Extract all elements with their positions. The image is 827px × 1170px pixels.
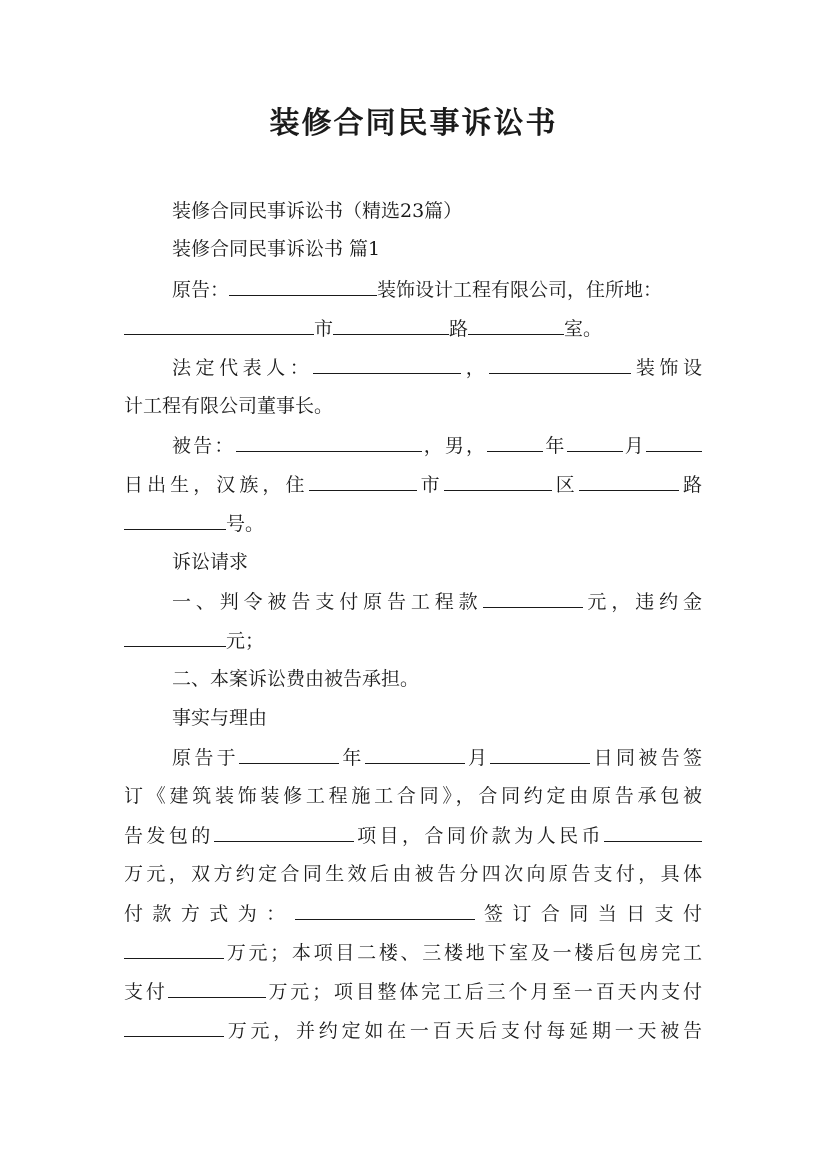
blank-field — [604, 820, 702, 842]
document-title: 装修合同民事诉讼书 — [269, 106, 558, 141]
text: 支付 — [124, 981, 168, 1003]
blank-field — [229, 274, 377, 296]
text: 年 — [339, 747, 365, 769]
text: 日同被告签 — [590, 747, 702, 769]
text: 项目，合同价款为人民币 — [353, 825, 604, 847]
text-line — [124, 625, 702, 655]
text: 装饰设计工程有限公司，住所地： — [377, 279, 663, 301]
text: 市 — [314, 318, 334, 340]
text: 事实与理由 — [172, 707, 268, 729]
blank-field — [468, 313, 564, 335]
text: 订《建筑装饰装修工程施工合同》，合同约定由原告承包被 — [124, 785, 702, 807]
text: 告发包的 — [124, 825, 214, 847]
text-line — [124, 820, 702, 850]
text: 月 — [464, 747, 491, 769]
text-line — [124, 1015, 702, 1045]
legal-rep-line — [172, 352, 702, 382]
text: 元； — [226, 630, 265, 652]
text-line — [124, 391, 702, 421]
text: 万元，双方约定合同生效后由被告分四次向原告支付，具体 — [124, 863, 702, 885]
text: 二、本案诉讼费由被告承担。 — [172, 668, 420, 690]
text: 万元；本项目二楼、三楼地下室及一楼后包房完工 — [224, 942, 702, 964]
text-line — [124, 781, 702, 811]
blank-field — [646, 430, 702, 452]
blank-field — [333, 313, 449, 335]
text: 原告： — [172, 279, 230, 301]
text: 路 — [678, 474, 702, 496]
text: 日出生，汉族，住 — [124, 474, 309, 496]
text: 装修合同民事诉讼书（精选23篇） — [172, 200, 463, 222]
text: ， — [461, 357, 490, 379]
text: 号。 — [226, 513, 265, 535]
claim-line — [172, 664, 702, 694]
subtitle-line — [172, 196, 702, 226]
blank-field — [124, 937, 224, 959]
text: 月 — [622, 435, 646, 457]
blank-field — [444, 469, 552, 491]
blank-field — [124, 625, 226, 647]
blank-field — [490, 742, 590, 764]
text-line — [124, 937, 702, 967]
text-line — [124, 859, 702, 889]
blank-field — [214, 820, 354, 842]
blank-field — [124, 508, 226, 530]
blank-field — [124, 313, 314, 335]
blank-field — [487, 430, 543, 452]
section-heading — [172, 234, 702, 264]
text: 装修合同民事诉讼书 篇1 — [172, 238, 381, 260]
blank-field — [124, 1015, 224, 1037]
section-heading — [172, 547, 702, 577]
defendant-line — [172, 430, 702, 460]
text: 签订合同当日支付 — [474, 903, 702, 925]
plaintiff-line — [172, 274, 702, 304]
birth-address-line — [124, 469, 702, 499]
text: 计工程有限公司董事长。 — [124, 395, 334, 417]
text-line — [172, 742, 702, 772]
text: 诉讼请求 — [172, 551, 249, 573]
blank-field — [236, 430, 422, 452]
blank-field — [579, 469, 679, 491]
text: 一、判令被告支付原告工程款 — [172, 591, 483, 613]
blank-field — [295, 898, 475, 920]
text: 区 — [551, 474, 579, 496]
text: 原告于 — [172, 747, 239, 769]
text: 市 — [416, 474, 444, 496]
text: 万元；项目整体完工后三个月至一百天内支付 — [265, 981, 702, 1003]
blank-field — [239, 742, 339, 764]
text: 年 — [543, 435, 567, 457]
blank-field — [365, 742, 465, 764]
text: 法定代表人： — [172, 357, 314, 379]
address-line — [124, 313, 702, 343]
text: 被告： — [172, 435, 236, 457]
blank-field — [309, 469, 417, 491]
text: 元，违约金 — [582, 591, 702, 613]
blank-field — [313, 352, 461, 374]
text-line — [124, 898, 702, 928]
blank-field — [567, 430, 623, 452]
text: ，男， — [421, 435, 488, 457]
text: 付款方式为： — [124, 903, 295, 925]
text-line — [124, 976, 702, 1006]
blank-field — [489, 352, 631, 374]
claim-line — [172, 586, 702, 616]
text-line — [124, 508, 702, 538]
text: 装饰设 — [631, 357, 702, 379]
section-heading — [172, 703, 702, 733]
blank-field — [168, 976, 266, 998]
blank-field — [483, 586, 583, 608]
text: 路 — [449, 318, 469, 340]
text: 室。 — [564, 318, 603, 340]
text: 万元，并约定如在一百天后支付每延期一天被告 — [224, 1020, 702, 1042]
